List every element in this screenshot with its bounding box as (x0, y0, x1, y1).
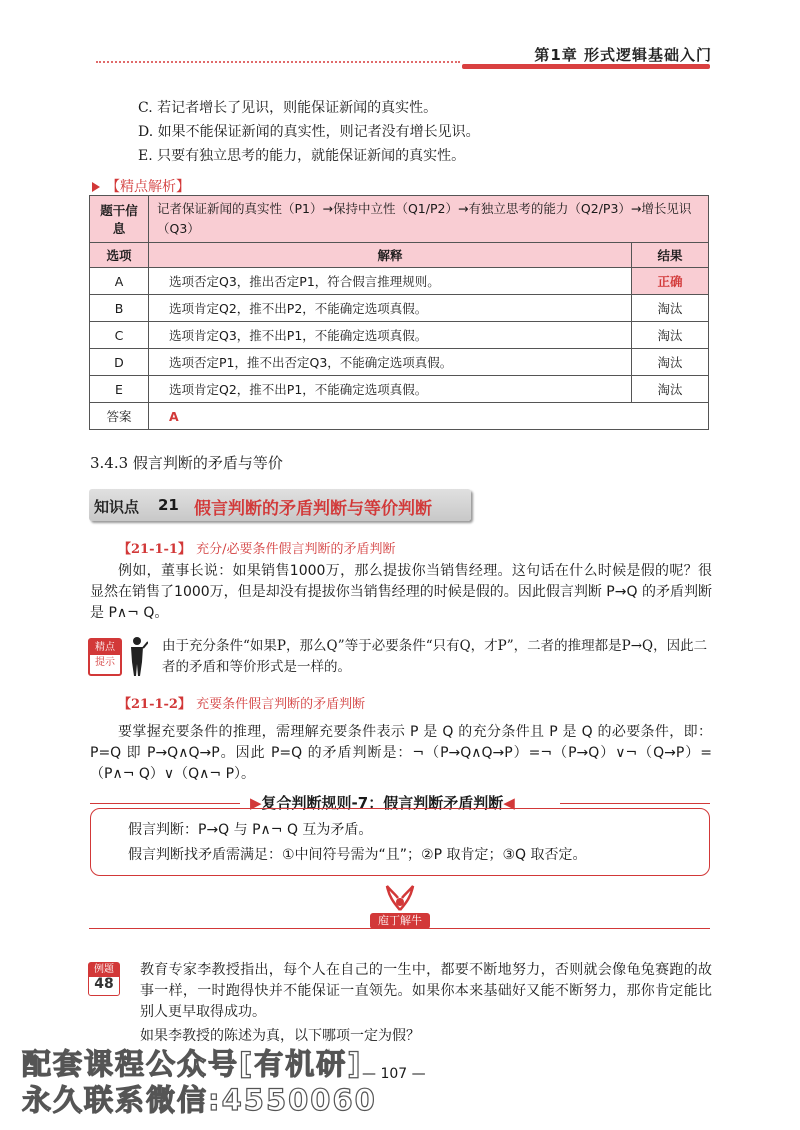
rule-title: 复合判断规则-7：假言判断矛盾判断 (261, 794, 504, 812)
example-question: 如果李教授的陈述为真，以下哪项一定为假？ (140, 1028, 420, 1044)
answer-label: 答案 (90, 403, 149, 430)
tip-icon-top: 精点 (90, 640, 120, 655)
row-explanation: 选项肯定Q2，推不出P1，不能确定选项真假。 (149, 376, 632, 403)
part2-heading (118, 693, 365, 712)
row-option: D (90, 349, 149, 376)
row-option: A (90, 268, 149, 295)
table-row (90, 349, 709, 376)
ox-horns-icon (383, 882, 417, 912)
chapter-title: 第1章 形式逻辑基础入门 (534, 46, 712, 64)
row-explanation: 选项否定P1，推不出否定Q3，不能确定选项真假。 (149, 349, 632, 376)
rule-divider-right (560, 803, 710, 804)
triangle-icon (92, 182, 100, 192)
knowledge-point-title: 假言判断的矛盾判断与等价判断 (194, 499, 432, 519)
part1-tag: 【21-1-1】 (118, 542, 191, 557)
row-option: C (90, 322, 149, 349)
col-header-explanation: 解释 (149, 243, 632, 268)
header-dotted-rule (96, 61, 460, 63)
presenter-icon (126, 636, 148, 676)
arrow-left-icon: ◀ (503, 794, 515, 812)
info-text: 记者保证新闻的真实性（P1）→保持中立性（Q1/P2）→有独立思考的能力（Q2/P3）→增长见识（Q3） (149, 196, 709, 243)
example-text: 教育专家李教授指出，每个人在自己的一生中，都要不断地努力，否则就会像龟兔赛跑的故事一样，一时跑得快并不能保证一直领先。如果你本来基础好又能不断努力，那你肯定能比别人更早取得成功。 (140, 962, 712, 1020)
col-header-option: 选项 (90, 243, 149, 268)
row-result: 淘汰 (632, 349, 709, 376)
knowledge-point-number: 21 (158, 496, 179, 514)
page-number: — 107 — (362, 1066, 426, 1082)
option-c: C. 若记者增长了见识，则能保证新闻的真实性。 (138, 100, 438, 116)
table-row (90, 322, 709, 349)
example-icon-label: 例题 (89, 963, 119, 977)
col-header-result: 结果 (632, 243, 709, 268)
badge-label: 庖丁解牛 (370, 913, 430, 929)
rule-line-2: 假言判断找矛盾需满足：①中间符号需为“且”；②P 取肯定；③Q 取否定。 (128, 847, 587, 863)
row-result: 淘汰 (632, 295, 709, 322)
rule-divider-left (90, 803, 240, 804)
watermark-line-1: 配套课程公众号[有机研] (22, 1047, 363, 1081)
row-explanation: 选项肯定Q2，推不出P2，不能确定选项真假。 (149, 295, 632, 322)
table-header-row (90, 243, 709, 268)
row-result: 淘汰 (632, 322, 709, 349)
part2-tag: 【21-1-2】 (118, 697, 191, 712)
option-e: E. 只要有独立思考的能力，就能保证新闻的真实性。 (138, 148, 466, 164)
tip-icon-bottom: 提示 (95, 657, 115, 668)
table-row (90, 268, 709, 295)
part1-heading (118, 538, 395, 557)
option-d: D. 如果不能保证新闻的真实性，则记者没有增长见识。 (138, 124, 480, 140)
analysis-label: 【精点解析】 (92, 176, 190, 196)
watermark-line-2: 永久联系微信:4550060 (22, 1083, 377, 1117)
info-row (90, 196, 709, 243)
table-row (90, 376, 709, 403)
part1-title: 充分/必要条件假言判断的矛盾判断 (196, 542, 396, 557)
row-result: 淘汰 (632, 376, 709, 403)
knowledge-point-label: 知识点 (94, 498, 140, 516)
row-explanation: 选项肯定Q3，推不出P1，不能确定选项真假。 (149, 322, 632, 349)
rule-line-1: 假言判断：P→Q 与 P∧¬ Q 互为矛盾。 (128, 822, 373, 838)
answer-row (90, 403, 709, 430)
answer-value: A (149, 403, 709, 430)
row-option: B (90, 295, 149, 322)
part2-title: 充要条件假言判断的矛盾判断 (196, 697, 366, 712)
arrow-right-icon: ▶ (250, 794, 262, 812)
row-explanation: 选项否定Q3，推出否定P1，符合假言推理规则。 (149, 268, 632, 295)
row-result: 正确 (632, 268, 709, 295)
row-option: E (90, 376, 149, 403)
table-row (90, 295, 709, 322)
part2-text: 要掌握充要条件的推理，需理解充要条件表示 P 是 Q 的充分条件且 P 是 Q 的必要条件，即：P=Q 即 P→Q∧Q→P。因此 P=Q 的矛盾判断是：¬（P→Q∧Q→P）=¬（P→Q）∨¬（Q→P）=（P∧¬ Q）∨（Q∧¬ P）。 (90, 724, 712, 782)
tip-icon (88, 638, 122, 676)
example-number: 48 (94, 976, 114, 992)
part1-text: 例如，董事长说：如果销售1000万，那么提拔你当销售经理。这句话在什么时候是假的呢？很显然在销售了1000万，但是却没有提拔你当销售经理的时候是假的。因此假言判断 P→Q 的矛盾判断是 P∧¬ Q。 (90, 563, 712, 621)
tip-text: 由于充分条件“如果P，那么Q”等于必要条件“只有Q，才P”，二者的推理都是P→Q，因此二者的矛盾和等价形式是一样的。 (162, 638, 708, 675)
example-icon (88, 962, 120, 996)
info-label: 题干信息 (90, 196, 149, 243)
analysis-table (89, 195, 709, 430)
section-title: 3.4.3 假言判断的矛盾与等价 (90, 454, 283, 472)
